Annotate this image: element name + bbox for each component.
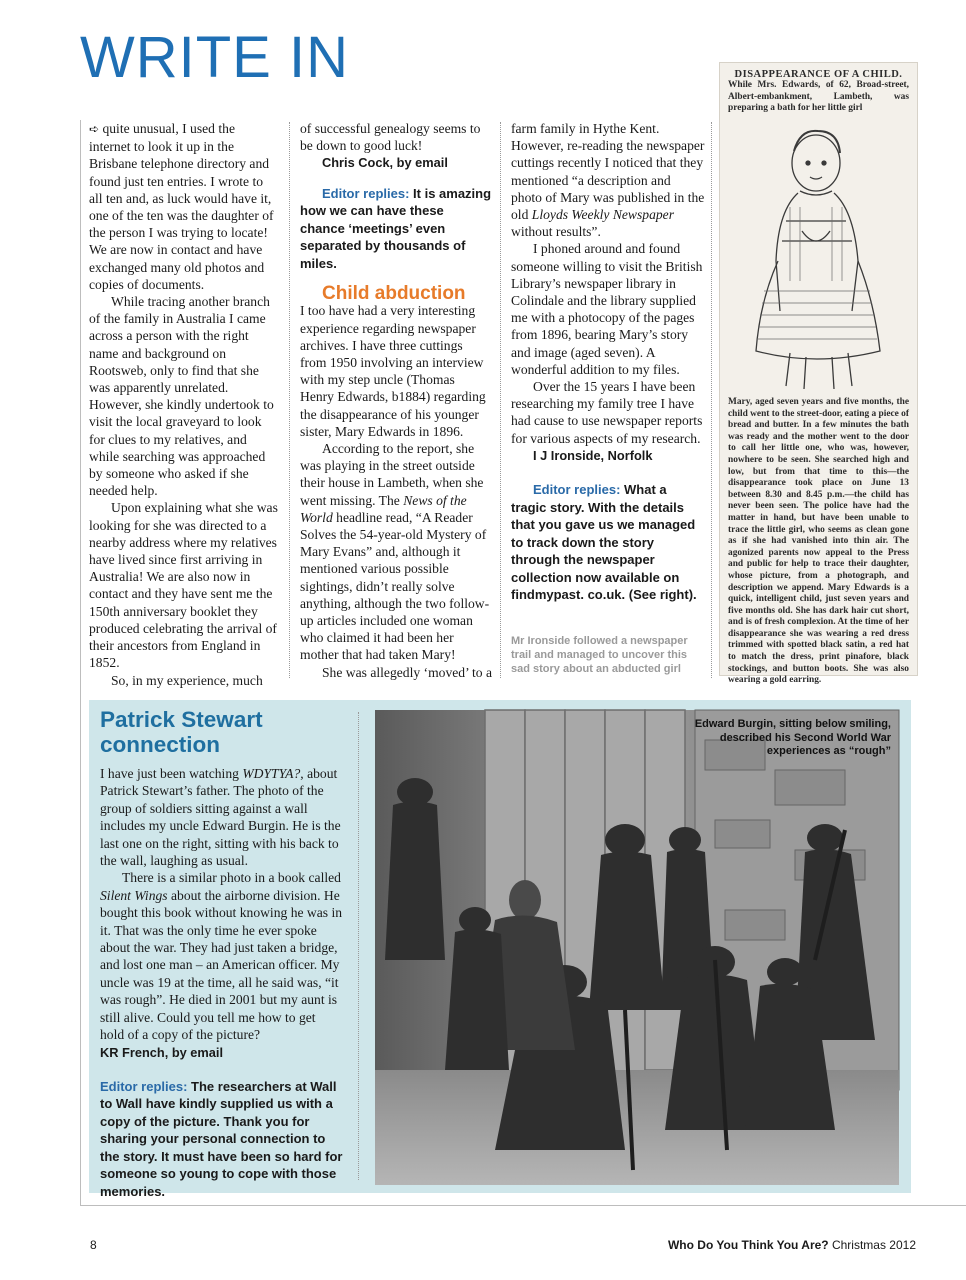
- letter-signature-kr-french: KR French, by email: [100, 1044, 224, 1060]
- column-divider-1: [289, 122, 290, 678]
- page-number: 8: [90, 1238, 97, 1252]
- clipping-headline: DISAPPEARANCE OF A CHILD.: [734, 69, 903, 80]
- page-title: WRITE IN: [80, 25, 349, 90]
- col2-paragraph-2: I too have had a very interesting experience regarding newspaper archives. I have three cuttings from 1950 involving an interview with my step uncle (Thomas Henry Edwards, b1884) regarding the disappearance of his younger sister, Mary Edwards in 1896.: [300, 303, 486, 439]
- column-divider-3: [711, 122, 712, 678]
- col3-paragraph-1: farm family in Hythe Kent. However, re-reading the newspaper cuttings recently I noticed that they mentioned “a description and photo of Mary was published in the old Lloyds Weekly Newspaper without results”.: [511, 121, 705, 240]
- letter-signature-chris-cock: Chris Cock, by email: [322, 155, 448, 171]
- box-paragraph-1: I have just been watching WDYTYA?, about Patrick Stewart’s father. The photo of the group of soldiers sitting against a wall includes my uncle Edward Burgin. He is the last one on the right, sitting with his back to the wall, laughing as usual.: [100, 766, 341, 869]
- clipping-caption: Mr Ironside followed a newspaper trail and managed to uncover this sad story about an abducted girl: [511, 635, 688, 675]
- newspaper-clipping: [719, 62, 918, 686]
- magazine-footer: Who Do You Think You Are? Christmas 2012: [667, 1238, 916, 1252]
- editor-reply-2: Editor replies: What a tragic story. With the details that you gave us we managed to track down the story through the newspaper collection now available on findmypast. co.uk. (See right).: [511, 482, 697, 603]
- clipping-body: Mary, aged seven years and five months, the child went to the street-door, eating a piece of bread and butter. In a few minutes the bath was ready and the mother went to the door to call her little one, who was, however, nowhere to be seen. She searched high and low, but from that time to this—the disappearance took place on June 13 between 8.30 and 8.45 p.m.—the child has never been seen. The police have had the matter in hand, but have been unable to trace the little girl, who seems as clean gone as if she had vanished into thin air. The agonized parents now appeal to the Press and public for help to trace their daughter, whose picture, from a photograph, and description we append. Mary Edwards is a quick, intelligent child, just seven years and five months old. She has dark hair cut short, and is of fresh complexion. At the time of her disappearance she was wearing a red dress trimmed with spotted black satin, a red hat to match the dress, print pinafore, black stockings, and button boots. She was also wearing a gold earring.: [728, 397, 909, 686]
- column-2: [300, 120, 492, 681]
- soldiers-photo-illustration: [375, 710, 899, 1185]
- patrick-stewart-letter: [100, 765, 343, 1200]
- col3-paragraph-2: I phoned around and found someone willing to visit the British Library’s newspaper library in Colindale and the library supplied me with a photocopy of the pages from 1896, bearing Mary’s story and image (aged seven). A wonderful addition to my files.: [511, 241, 703, 377]
- heading-child-abduction: Child abduction: [322, 283, 466, 305]
- box-paragraph-2: There is a similar photo in a book called Silent Wings about the airborne division. He bought this book without knowing he was in it. That was the only time he ever spoke about the war. They had just taken a bridge, and lost one man – an American officer. My uncle was 19 at the time, all he said was, “it was rough”. He died in 2001 but my aunt is still alive. Could you tell me how to get hold of a copy of the picture?: [100, 870, 343, 1043]
- clipping-intro: While Mrs. Edwards, of 62, Broad-street, Albert-embankment, Lambeth, was preparing a bath for her little girl: [728, 80, 909, 113]
- soldiers-photograph: [375, 710, 899, 1185]
- column-divider-2: [500, 122, 501, 678]
- page-frame-bottom: [80, 1205, 966, 1206]
- box-divider: [358, 712, 359, 1180]
- editor-reply-3: Editor replies: The researchers at Wall to Wall have kindly supplied us with a copy of the picture. Thank you for sharing your personal connection to the story. It must have been so hard for someone so young to cope with those memories.: [100, 1078, 343, 1199]
- girl-engraving-illustration: [720, 111, 917, 396]
- col1-paragraph-4: So, in my experience, much: [111, 672, 263, 688]
- col1-paragraph-3: Upon explaining what she was looking for she was directed to a nearby address where my relatives have lived since first arriving in Australia! We are also now in contact and they have sent me the 150th anniversary booklet they produced celebrating the arrival of their ancestors from England in 1852.: [89, 500, 278, 671]
- editor-reply-1: Editor replies: It is amazing how we can have these chance ‘meetings’ even separated by thousands of miles.: [300, 185, 492, 271]
- col2-paragraph-1: of successful genealogy seems to be down to good luck!: [300, 121, 481, 154]
- photo-caption: Edward Burgin, sitting below smiling, described his Second World War experiences as “rough”: [694, 718, 891, 757]
- col3-paragraph-3: Over the 15 years I have been researching my family tree I have had cause to use newspaper reports for various aspects of my research.: [511, 379, 703, 446]
- page-frame-left: [80, 120, 81, 1205]
- continue-arrow-icon: ➪: [89, 122, 100, 136]
- letter-signature-ironside: I J Ironside, Norfolk: [533, 447, 653, 463]
- column-1: [89, 120, 279, 689]
- col2-paragraph-4: She was allegedly ‘moved’ to a: [322, 664, 492, 680]
- col1-paragraph-1: ➪ quite unusual, I used the internet to look it up in the Brisbane telephone directory and found just ten entries. I wrote to all ten and, as luck would have it, one of the ten was the daughter of the person I was trying to locate! We are now in contact and have exchanged many old photos and copies of documents.: [89, 121, 274, 292]
- col1-paragraph-2: While tracing another branch of the family in Australia I came across a person with the right name and background on Rootsweb, only to find that she was apparently unrelated. However, she kindly undertook to visit the local graveyard to look for clues to my relatives, and while searching was approached by someone who asked if she needed help.: [89, 294, 274, 499]
- column-3: [511, 120, 705, 604]
- heading-patrick-stewart: Patrick Stewart connection: [100, 707, 263, 757]
- col2-paragraph-3: According to the report, she was playing in the street outside their house in Lambeth, when she went missing. The News of the World headline read, “A Reader Solves the 54-year-old Mystery of Mary Evans” and, although it mentioned various possible sightings, didn’t really solve anything, although the two follow-up articles included one woman who claimed it had been her mother that had taken Mary!: [300, 440, 490, 663]
